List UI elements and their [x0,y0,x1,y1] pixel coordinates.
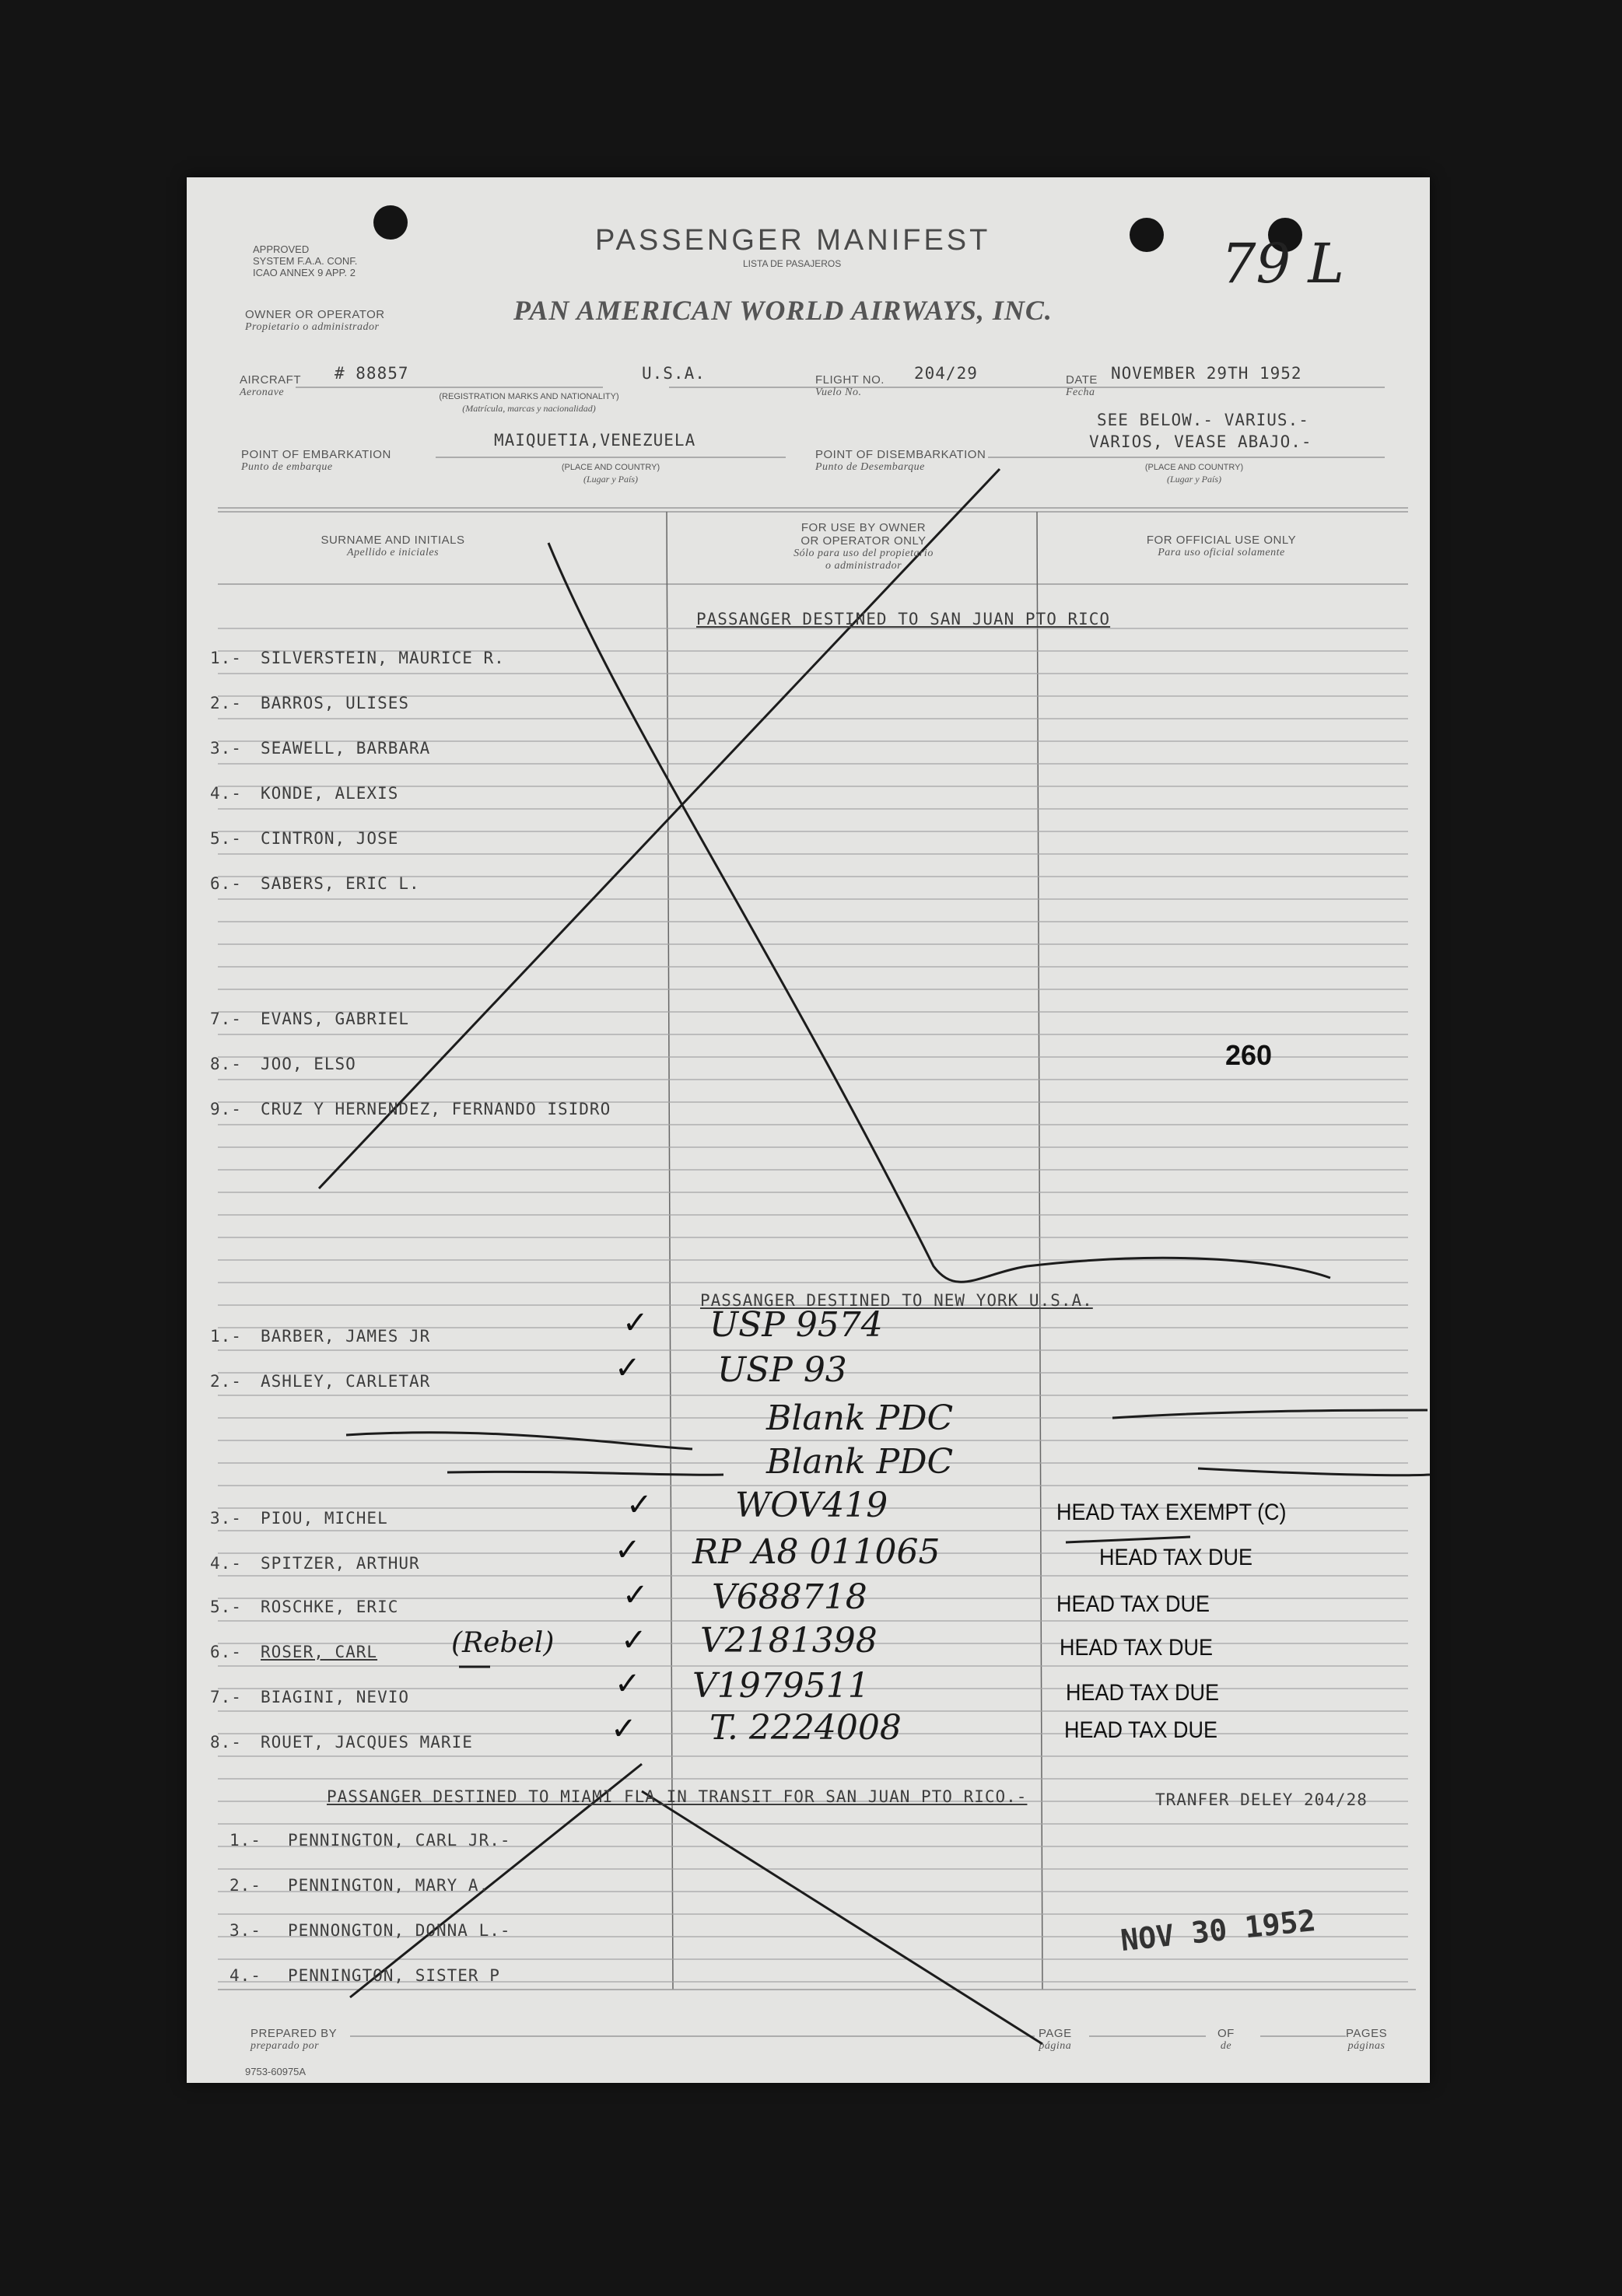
date-label: DATE Fecha [1066,373,1098,398]
passenger-number: 9.- [210,1100,242,1118]
passenger-name: ROUET, JACQUES MARIE [261,1733,473,1752]
registration-caption: (REGISTRATION MARKS AND NATIONALITY) (Matrícula, marcas y nacionalidad) [439,392,619,414]
official-note: HEAD TAX DUE [1066,1680,1220,1706]
manifest-sheet [187,177,1430,2083]
handwritten-page-mark: 79 L [1221,232,1344,296]
flight-label: FLIGHT NO. Vuelo No. [815,373,885,398]
date-value: NOVEMBER 29TH 1952 [1111,364,1302,383]
passenger-number: 4.- [210,1554,242,1573]
document-number: V2181398 [700,1621,878,1661]
passenger-name: SEAWELL, BARBARA [261,739,431,758]
check-mark-icon: ✓ [615,1666,641,1702]
passenger-number: 3.- [210,1509,242,1528]
passenger-number: 4.- [210,784,242,803]
blank-note: Blank PDC [766,1442,954,1482]
date-stamp: NOV 30 1952 [1119,1902,1318,1958]
check-mark-icon: ✓ [626,1487,653,1523]
passenger-number: 7.- [210,1688,242,1706]
aircraft-value: # 88857 [335,364,409,383]
passenger-number: 8.- [210,1733,242,1752]
passenger-name: ROSCHKE, ERIC [261,1598,399,1616]
passenger-name: SABERS, ERIC L. [261,874,420,893]
passenger-number: 6.- [210,874,242,893]
flight-value: 204/29 [914,364,978,383]
passenger-number: 8.- [210,1055,242,1073]
passenger-number: 7.- [210,1010,242,1028]
passenger-name: JOO, ELSO [261,1055,356,1073]
passenger-number: 3.- [210,739,242,758]
official-note: HEAD TAX DUE [1099,1545,1253,1570]
passenger-number: 6.- [210,1643,242,1661]
official-note: HEAD TAX DUE [1056,1591,1210,1617]
passenger-number: 3.- [229,1921,261,1940]
official-note: HEAD TAX EXEMPT (C) [1056,1500,1287,1525]
of-label: OF de [1217,2027,1235,2052]
disembark-value-1: SEE BELOW.- VARIUS.- [1097,411,1309,429]
passenger-number: 4.- [229,1966,261,1985]
disembark-label: POINT OF DISEMBARKATION Punto de Desembarque [815,448,986,473]
column-header-owner-use: FOR USE BY OWNER OR OPERATOR ONLY Sólo para uso del propietario o administrador [793,521,934,572]
passenger-name: SILVERSTEIN, MAURICE R. [261,649,505,667]
owner-label: OWNER OR OPERATOR Propietario o administrador [245,308,385,333]
embark-label: POINT OF EMBARKATION Punto de embarque [241,448,391,473]
passenger-number: 1.- [210,1327,242,1346]
document-number: T. 2224008 [709,1708,902,1748]
manifest-title: PASSENGER MANIFEST [595,224,991,257]
aircraft-label: AIRCRAFT Aeronave [240,373,301,398]
passenger-name: PIOU, MICHEL [261,1509,388,1528]
pages-label: PAGES páginas [1346,2027,1388,2052]
passenger-name: SPITZER, ARTHUR [261,1554,420,1573]
document-number: WOV419 [735,1486,888,1525]
embark-value: MAIQUETIA,VENEZUELA [494,431,696,450]
page-label: PAGE página [1039,2027,1072,2052]
section-heading: PASSANGER DESTINED TO SAN JUAN PTO RICO [696,610,1111,628]
check-mark-icon: ✓ [615,1532,641,1568]
document-number: USP 9574 [709,1305,883,1345]
official-note: HEAD TAX DUE [1064,1717,1218,1743]
document-number: V1979511 [692,1666,870,1706]
transfer-note: TRANFER DELEY 204/28 [1155,1790,1368,1809]
passenger-name: CINTRON, JOSE [261,829,399,848]
check-mark-icon: ✓ [622,1305,649,1341]
passenger-name: PENNINGTON, MARY A. [288,1876,490,1895]
section-heading: PASSANGER DESTINED TO MIAMI FLA IN TRANSIT FOR SAN JUAN PTO RICO.- [327,1787,1028,1806]
passenger-number: 2.- [210,1372,242,1391]
passenger-name: KONDE, ALEXIS [261,784,399,803]
passenger-number: 1.- [210,649,242,667]
stamp-number: 260 [1225,1039,1273,1071]
official-note: HEAD TAX DUE [1060,1635,1214,1661]
check-mark-icon: ✓ [621,1622,647,1658]
form-number: 9753-60975A [245,2066,307,2077]
passenger-number: 2.- [210,694,242,712]
disembark-value-2: VARIOS, VEASE ABAJO.- [1089,432,1312,451]
column-header-official-use: FOR OFFICIAL USE ONLY Para uso oficial solamente [1146,534,1297,558]
passenger-name: BARROS, ULISES [261,694,410,712]
section-heading: PASSANGER DESTINED TO NEW YORK U.S.A. [700,1291,1093,1310]
passenger-name: ROSER, CARL [261,1643,378,1661]
check-mark-icon: ✓ [611,1711,637,1747]
nationality-value: U.S.A. [642,364,706,383]
manifest-subtitle: LISTA DE PASAJEROS [743,258,842,269]
handwritten-note: (Rebel) [451,1627,555,1659]
place-caption-2: (PLACE AND COUNTRY) (Lugar y País) [1144,463,1244,485]
passenger-name: PENNINGTON, CARL JR.- [288,1831,511,1850]
document-number: USP 93 [717,1350,847,1390]
check-mark-icon: ✓ [615,1350,641,1386]
passenger-number: 2.- [229,1876,261,1895]
approved-stamp: APPROVED SYSTEM F.A.A. CONF. ICAO ANNEX 9 APP. 2 [253,243,358,278]
passenger-name: BARBER, JAMES JR [261,1327,431,1346]
passenger-name: ASHLEY, CARLETAR [261,1372,431,1391]
passenger-number: 5.- [210,1598,242,1616]
document-number: RP A8 011065 [692,1532,941,1572]
passenger-name: CRUZ Y HERNENDEZ, FERNANDO ISIDRO [261,1100,611,1118]
company-name: PAN AMERICAN WORLD AIRWAYS, INC. [513,295,1053,326]
passenger-name: BIAGINI, NEVIO [261,1688,410,1706]
place-caption-1: (PLACE AND COUNTRY) (Lugar y País) [561,463,660,485]
blank-note: Blank PDC [766,1398,954,1438]
passenger-number: 5.- [210,829,242,848]
prepared-by-label: PREPARED BY preparado por [250,2027,338,2052]
passenger-number: 1.- [229,1831,261,1850]
passenger-name: EVANS, GABRIEL [261,1010,410,1028]
passenger-name: PENNINGTON, SISTER P [288,1966,500,1985]
column-header-surname: SURNAME AND INITIALS Apellido e iniciales [321,534,465,558]
document-number: V688718 [712,1577,867,1617]
check-mark-icon: ✓ [622,1577,649,1613]
passenger-name: PENNONGTON, DONNA L.- [288,1921,511,1940]
